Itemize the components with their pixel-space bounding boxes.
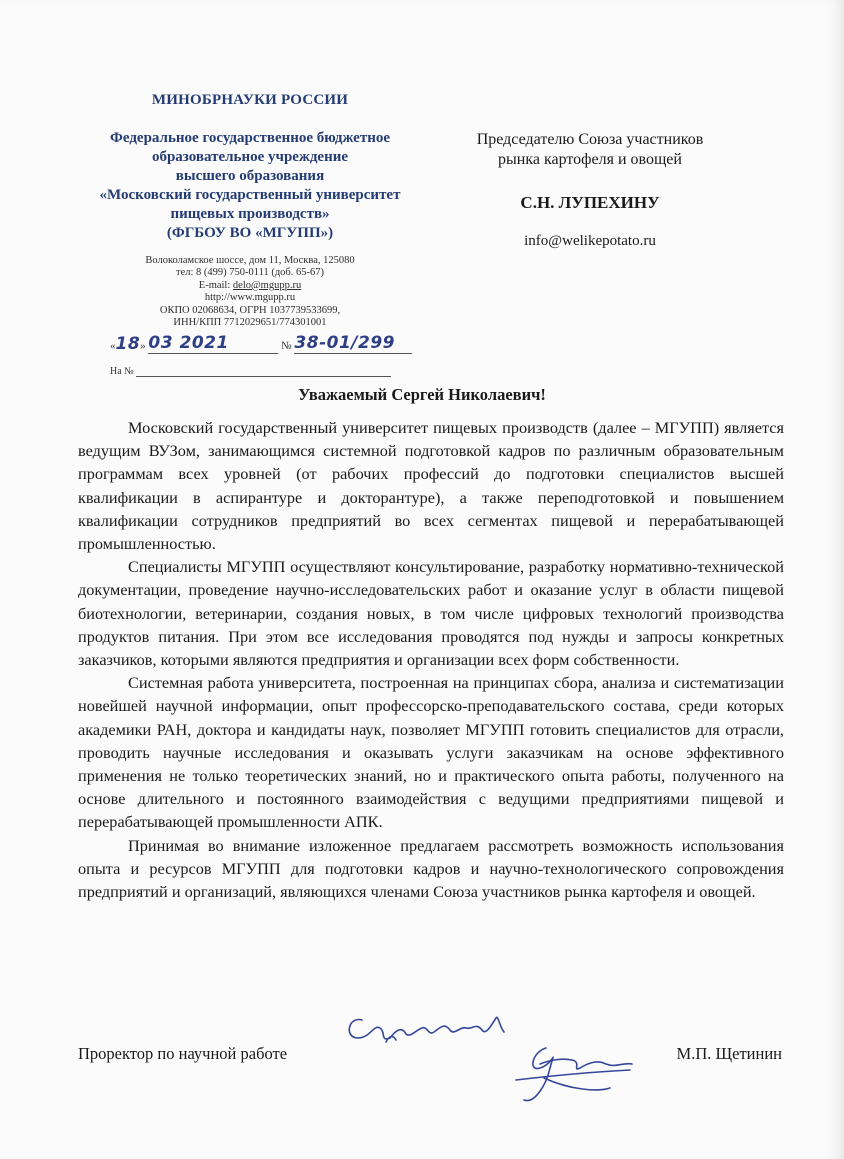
reg-number: 38-01/299 (294, 333, 395, 353)
org-line: пищевых производств» (170, 206, 330, 222)
sender-contacts (70, 255, 430, 329)
org-line: высшего образования (175, 168, 325, 184)
paragraph: Специалисты МГУПП осуществляют консультирование, разработку нормативно-технической документации, проведение научно-исследовательских работ и оказание услуг в области пищевой биотехнологии, ветеринарии, создания новых, в том числе цифровых технологий производства продуктов питания. При этом все исследования проводятся под нужды и запросы конкретных заказчиков, которыми являются предприятия и организации всех форм собственности. (78, 557, 784, 670)
reg-month-year: 03 2021 (148, 333, 229, 353)
signer-position: Проректор по научной работе (78, 1044, 288, 1063)
na-blank (136, 376, 391, 377)
sender-letterhead (70, 92, 430, 329)
recipient-line: Председателю Союза участников (476, 131, 704, 148)
org-line: (ФГБОУ ВО «МГУПП») (166, 225, 334, 241)
reference-line (110, 366, 391, 377)
email-label: E-mail: (198, 279, 233, 291)
phone: тел: 8 (499) 750-0111 (доб. 65-67) (175, 267, 325, 279)
quote-open: « (110, 340, 116, 352)
email-line (70, 280, 430, 292)
registration-line (110, 333, 412, 354)
reg-day: 18 (115, 334, 141, 354)
organization-name (70, 129, 430, 243)
signer-name: М.П. Щетинин (676, 1044, 782, 1063)
recipient-email: info@welikepotato.ru (524, 233, 656, 249)
recipient-line: рынка картофеля и овощей (498, 151, 682, 168)
address: Волоколамское шоссе, дом 11, Москва, 125080 (145, 255, 355, 266)
number-label: № (281, 340, 292, 352)
handwritten-signature (340, 1008, 660, 1113)
date-blank (148, 333, 278, 354)
inn-kpp: ИНН/КПП 7712029651/774301001 (173, 317, 327, 329)
letter-body (78, 416, 784, 903)
org-line: образовательное учреждение (151, 149, 349, 165)
sender-email-link[interactable]: delo@mgupp.ru (232, 279, 302, 291)
org-line: «Московский государственный университет (99, 187, 401, 203)
salutation: Уважаемый Сергей Николаевич! (298, 385, 546, 404)
org-line: Федеральное государственное бюджетное (109, 130, 391, 146)
paragraph: Принимая во внимание изложенное предлагаем рассмотреть возможность использования опыта и ресурсов МГУПП для подготовки кадров и научно-технологического сопровождения предприятий и организаций, являющихся членами Союза участников рынка картофеля и овощей. (78, 835, 784, 902)
recipient-block (440, 130, 740, 251)
quote-close: » (140, 340, 146, 352)
website-link[interactable]: http://www.mgupp.ru (204, 292, 296, 304)
ministry-name: МИНОБРНАУКИ РОССИИ (151, 92, 349, 108)
paragraph: Системная работа университета, построенная на принципах сбора, анализа и систематизации новейшей научной информации, опыт профессорско-преподавательского состава, среди которых академики РАН, доктора и кандидаты наук, позволяет МГУПП готовить специалистов для отрасли, проводить научные исследования и оказывать услуги заказчикам на основе эффективного применения не только теоретических знаний, но и практического опыта работы, полученного на основе длительного и постоянного взаимодействия с ведущими предприятиями пищевой и перерабатывающей промышленности АПК. (78, 673, 784, 832)
na-label: На № (110, 366, 134, 377)
paragraph: Московский государственный университет пищевых производств (далее – МГУПП) является ведущим ВУЗом, занимающимся системной подготовкой кадров по различным образовательным программам всех уровней (от рабочих профессий до подготовки специалистов высшей квалификации в аспирантуре и докторантуре), а также переподготовкой и повышением квалификации сотрудников предприятий во всех сегментах пищевой и перерабатывающей промышленностью. (78, 418, 784, 554)
recipient-name: С.Н. ЛУПЕХИНУ (520, 193, 660, 212)
okpo-ogrn: ОКПО 02068634, ОГРН 1037739533699, (159, 304, 341, 316)
number-blank (294, 333, 412, 354)
